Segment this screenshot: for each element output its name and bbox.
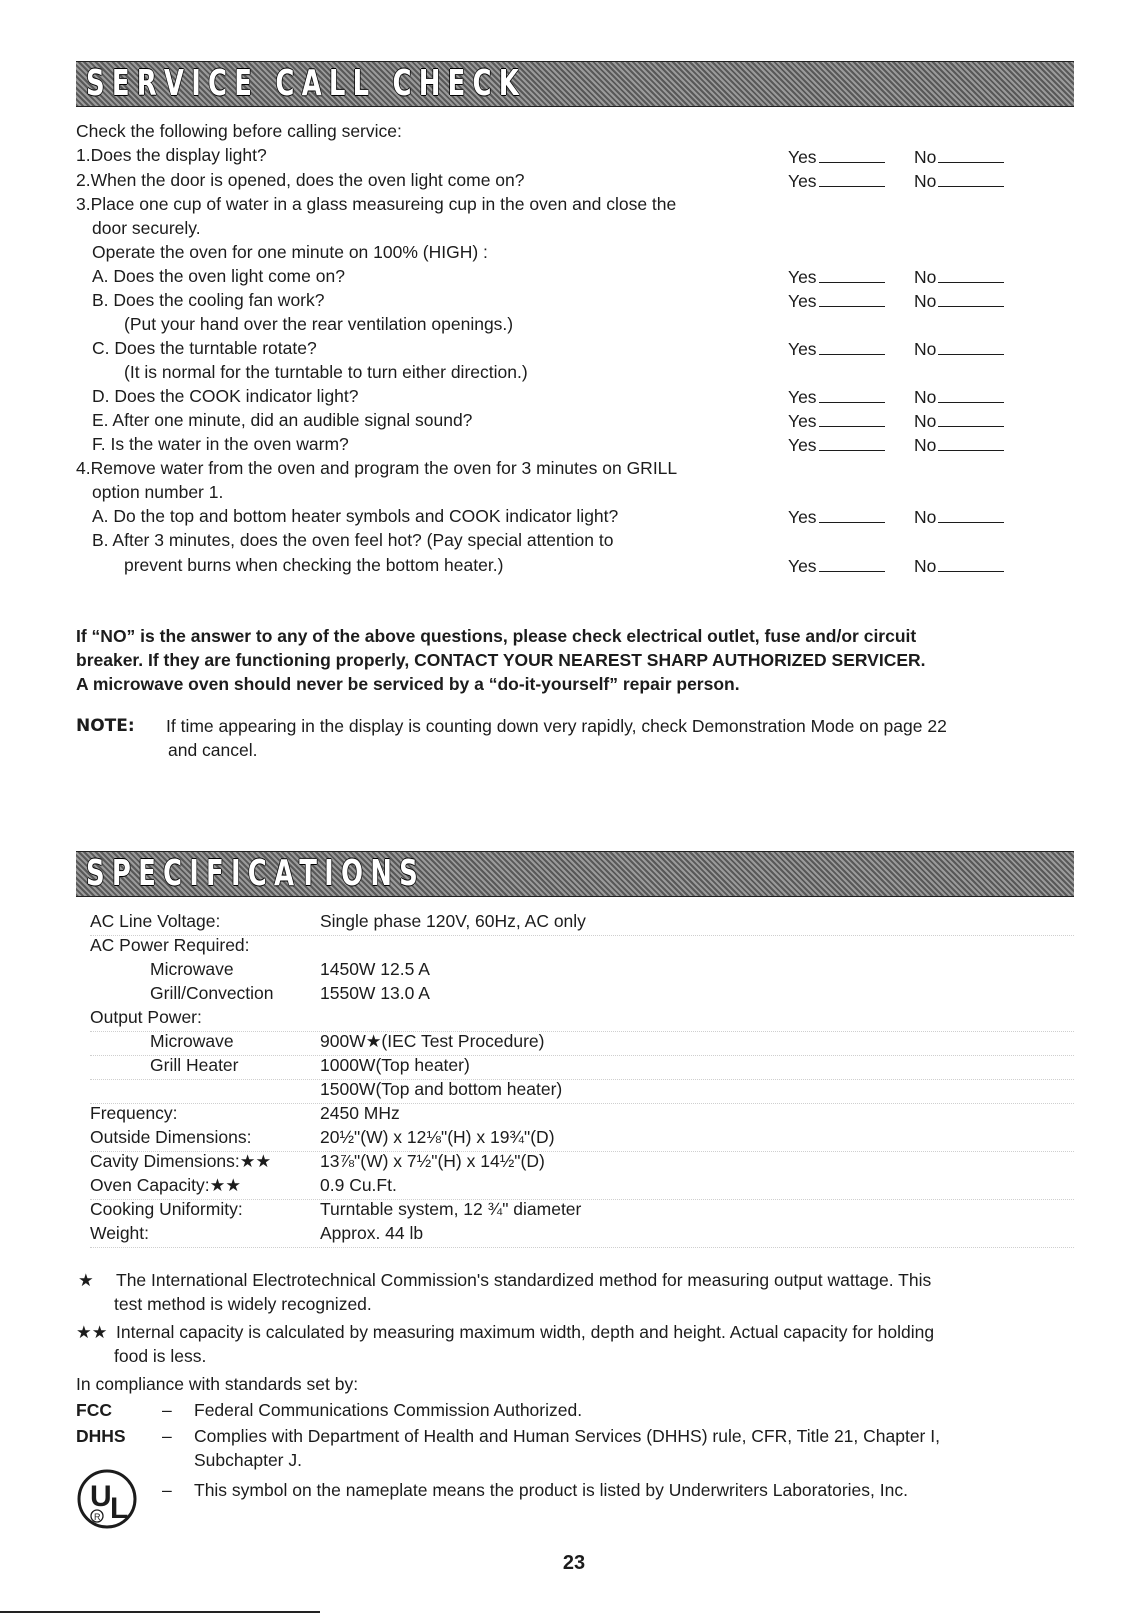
note-text [168,714,1074,762]
spec-value: 1500W(Top and bottom heater) [320,1079,563,1099]
svg-text:R: R [94,1512,101,1522]
answer-no-3a[interactable]: No [914,267,1004,288]
spec-label: Frequency: [90,1103,178,1123]
question-1: 1.Does the display light? [76,145,267,165]
spec-label: AC Line Voltage: [90,911,221,931]
answer-yes-3d[interactable]: Yes [788,387,885,408]
question-4a: A. Do the top and bottom heater symbols and COOK indicator light? [92,506,619,526]
spec-value: 1000W(Top heater) [320,1055,470,1075]
note-label: NOTE: [76,716,135,736]
footnote-2-line-1: Internal capacity is calculated by measuring maximum width, depth and height. Actual capacity for holding [116,1322,935,1342]
warning-line-2: breaker. If they are functioning properly, CONTACT YOUR NEAREST SHARP AUTHORIZED SERVICER. [76,650,926,670]
answer-yes-4a[interactable]: Yes [788,507,885,528]
spec-label: Outside Dimensions: [90,1127,252,1147]
spec-label: Weight: [90,1223,150,1243]
service-intro: Check the following before calling service: [76,121,402,141]
question-3a: A. Does the oven light come on? [92,266,345,286]
question-4-cont: option number 1. [92,482,224,502]
question-3b: B. Does the cooling fan work? [92,290,325,310]
footnote-1-line-1: The International Electrotechnical Commission's standardized method for measuring output wattage. This [116,1270,932,1290]
spec-row [90,1055,1074,1080]
dhhs-dash: – [162,1426,172,1446]
footnote-1-star-icon: ★ [78,1270,94,1290]
ul-logo-l: L [110,1492,129,1525]
spec-row [90,983,1074,1007]
spec-label: Microwave [150,959,234,979]
spec-row [90,935,1074,959]
answer-yes-3f[interactable]: Yes [788,435,885,456]
service-call-check-title: SERVICE CALL CHECK [86,63,527,104]
answer-no-3e[interactable]: No [914,411,1004,432]
note-line-1: If time appearing in the display is counting down very rapidly, check Demonstration Mode on page 22 [166,716,947,736]
spec-row [90,1199,1074,1223]
answer-no-3b[interactable]: No [914,291,1004,312]
question-3d: D. Does the COOK indicator light? [92,386,359,406]
spec-value: 900W★(IEC Test Procedure) [320,1031,545,1051]
page-number: 23 [562,1552,586,1574]
question-3e: E. After one minute, did an audible signal sound? [92,410,473,430]
footnote-2-line-2: food is less. [114,1346,207,1366]
spec-label: Cooking Uniformity: [90,1199,243,1219]
question-3-operate: Operate the oven for one minute on 100% (HIGH) : [92,242,488,262]
dhhs-line-2: Subchapter J. [194,1450,302,1470]
spec-label: Microwave [150,1031,234,1051]
question-3-cont: door securely. [92,218,201,238]
answer-yes-3b[interactable]: Yes [788,291,885,312]
spec-value: 0.9 Cu.Ft. [320,1175,397,1195]
spec-value: 1550W 13.0 A [320,983,430,1003]
dhhs-label: DHHS [76,1426,126,1446]
footnote-2 [76,1320,1076,1368]
footnote-2-stars-icon: ★★ [76,1322,108,1342]
spec-value: 2450 MHz [320,1103,400,1123]
spec-label: Grill Heater [150,1055,239,1075]
answer-no-3c[interactable]: No [914,339,1004,360]
spec-label: AC Power Required: [90,935,250,955]
answer-no-1[interactable]: No [914,147,1004,168]
footnote-1-line-2: test method is widely recognized. [114,1294,372,1314]
service-call-check-banner [76,61,1074,107]
answer-no-3f[interactable]: No [914,435,1004,456]
answer-yes-2[interactable]: Yes [788,171,885,192]
spec-row [90,1151,1074,1175]
question-3f: F. Is the water in the oven warm? [92,434,349,454]
spec-row [90,1223,1074,1248]
answer-yes-1[interactable]: Yes [788,147,885,168]
question-3: 3.Place one cup of water in a glass measureing cup in the oven and close the [76,194,677,214]
spec-value: 13⅞"(W) x 7½"(H) x 14½"(D) [320,1151,545,1171]
answer-no-4a[interactable]: No [914,507,1004,528]
warning-line-1: If “NO” is the answer to any of the above questions, please check electrical outlet, fuse and/or circuit [76,626,917,646]
ul-listed-logo-icon [76,1468,138,1530]
answer-no-3d[interactable]: No [914,387,1004,408]
answer-no-4b[interactable]: No [914,556,1004,577]
answer-yes-3e[interactable]: Yes [788,411,885,432]
answer-yes-3a[interactable]: Yes [788,267,885,288]
spec-row [90,1079,1074,1104]
spec-label: Cavity Dimensions:★★ [90,1151,272,1171]
note-line-2: and cancel. [168,740,258,760]
specifications-title: SPECIFICATIONS [86,853,425,894]
warning-line-3: A microwave oven should never be serviced by a “do-it-yourself” repair person. [76,674,740,694]
spec-row [90,1007,1074,1032]
bottom-rule [0,1611,320,1613]
ul-text: This symbol on the nameplate means the product is listed by Underwriters Laboratories, Inc. [194,1480,908,1500]
spec-value: 20½"(W) x 12⅛"(H) x 19¾"(D) [320,1127,555,1147]
question-2: 2.When the door is opened, does the oven light come on? [76,170,525,190]
question-3b-note: (Put your hand over the rear ventilation openings.) [124,314,514,334]
footnote-1 [76,1268,1076,1316]
ul-dash: – [162,1480,172,1500]
answer-yes-4b[interactable]: Yes [788,556,885,577]
dhhs-text [194,1424,1074,1472]
spec-label: Grill/Convection [150,983,274,1003]
question-4b: B. After 3 minutes, does the oven feel hot? (Pay special attention to [92,530,614,550]
question-4: 4.Remove water from the oven and program the oven for 3 minutes on GRILL [76,458,678,478]
answer-yes-3c[interactable]: Yes [788,339,885,360]
spec-row [90,959,1074,983]
spec-value: Approx. 44 lb [320,1223,424,1243]
fcc-text: Federal Communications Commission Authorized. [194,1400,583,1420]
spec-value: Turntable system, 12 ¾" diameter [320,1199,582,1219]
question-4b-cont: prevent burns when checking the bottom heater.) [124,555,504,575]
ul-logo-u: U [90,1480,112,1513]
spec-label: Output Power: [90,1007,202,1027]
spec-value: Single phase 120V, 60Hz, AC only [320,911,586,931]
dhhs-line-1: Complies with Department of Health and Human Services (DHHS) rule, CFR, Title 21, Chapter I, [194,1426,940,1446]
question-3c-note: (It is normal for the turntable to turn either direction.) [124,362,528,382]
spec-row [90,1103,1074,1127]
answer-no-2[interactable]: No [914,171,1004,192]
fcc-dash: – [162,1400,172,1420]
spec-value: 1450W 12.5 A [320,959,430,979]
question-3c: C. Does the turntable rotate? [92,338,317,358]
specifications-banner [76,851,1074,897]
spec-label: Oven Capacity:★★ [90,1175,242,1195]
fcc-label: FCC [76,1400,112,1420]
compliance-heading: In compliance with standards set by: [76,1374,359,1394]
